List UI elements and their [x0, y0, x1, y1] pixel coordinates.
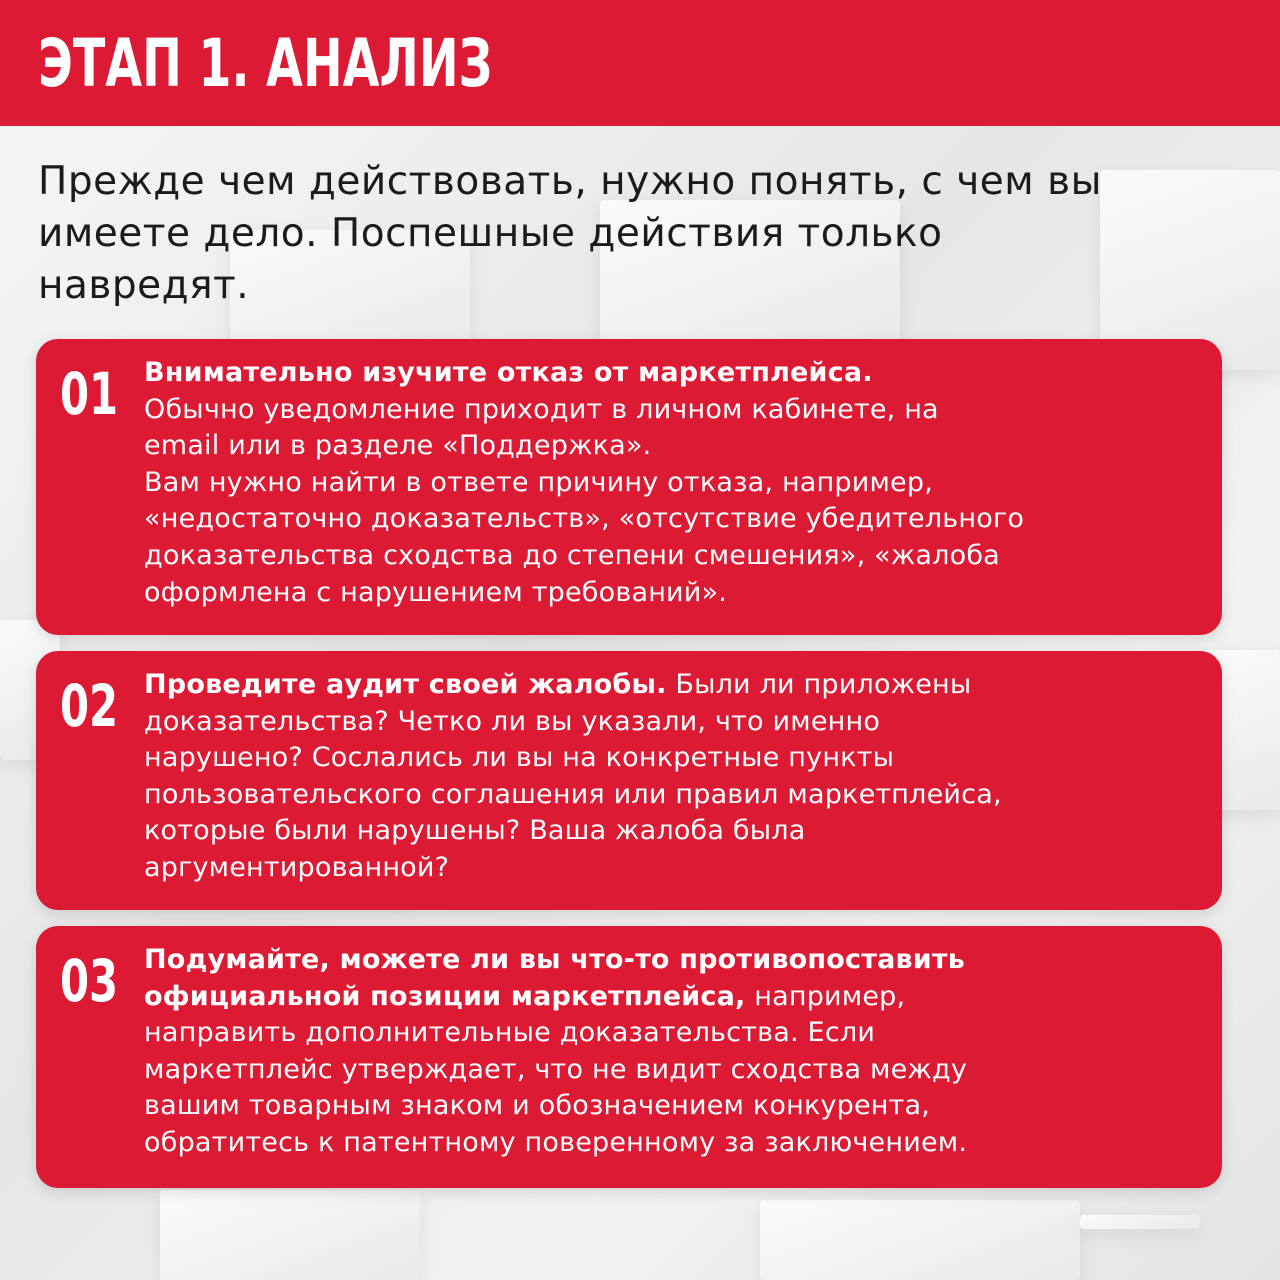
step-number: 02 [60, 672, 119, 740]
step-text-line: маркетплейс утверждает, что не видит сходства между [144, 1053, 967, 1085]
step-text-line: email или в разделе «Поддержка». [144, 430, 652, 462]
background-tile [760, 1200, 1080, 1280]
step-card-01 [36, 339, 1222, 635]
background-tile [1080, 1215, 1200, 1229]
step-text-line: нарушено? Сослались ли вы на конкретные пункты [144, 742, 895, 774]
step-bold-text: Внимательно изучите отказ от маркетплейса. [144, 357, 873, 388]
step-number: 03 [60, 947, 119, 1015]
step-text-line: доказательства сходства до степени смешения», «жалоба [144, 539, 1000, 571]
intro-line: имеете дело. Поспешные действия только [38, 211, 943, 256]
step-text [144, 942, 1204, 1162]
step-bold-text: Проведите аудит своей жалобы. [144, 669, 667, 700]
step-card-03 [36, 926, 1222, 1188]
step-text-inline: например, [745, 980, 906, 1012]
page-title: ЭТАП 1. АНАЛИЗ [38, 25, 493, 102]
step-text-line: доказательства? Четко ли вы указали, что именно [144, 705, 881, 737]
step-text-line: направить дополнительные доказательства. Если [144, 1017, 876, 1049]
step-card-02 [36, 651, 1222, 910]
step-text-inline: Были ли приложены [666, 669, 972, 700]
step-bold-text: Подумайте, можете ли вы что-то противопоставить [144, 944, 966, 975]
intro-paragraph [38, 156, 1238, 312]
step-bold-text: официальной позиции маркетплейса, [144, 980, 746, 1012]
step-text-line: которые были нарушены? Ваша жалоба была [144, 815, 806, 847]
step-text-line: обратитесь к патентному поверенному за заключением. [144, 1126, 968, 1158]
step-text [144, 667, 1204, 887]
background-tile [160, 1190, 420, 1280]
step-text-line: пользовательского соглашения или правил маркетплейса, [144, 778, 1002, 810]
intro-line: Прежде чем действовать, нужно понять, с чем вы [38, 159, 1102, 204]
step-text [144, 355, 1204, 611]
step-text-line: оформлена с нарушением требований». [144, 576, 728, 608]
intro-line: навредят. [38, 263, 250, 308]
step-number: 01 [60, 360, 119, 428]
step-text-line: Вам нужно найти в ответе причину отказа, например, [144, 466, 933, 498]
step-text-line: вашим товарным знаком и обозначением конкурента, [144, 1090, 931, 1122]
step-text-line: аргументированной? [144, 851, 450, 883]
header-bar [0, 0, 1280, 126]
step-text-line: «недостаточно доказательств», «отсутствие убедительного [144, 503, 1025, 535]
step-text-line: Обычно уведомление приходит в личном кабинете, на [144, 393, 939, 425]
